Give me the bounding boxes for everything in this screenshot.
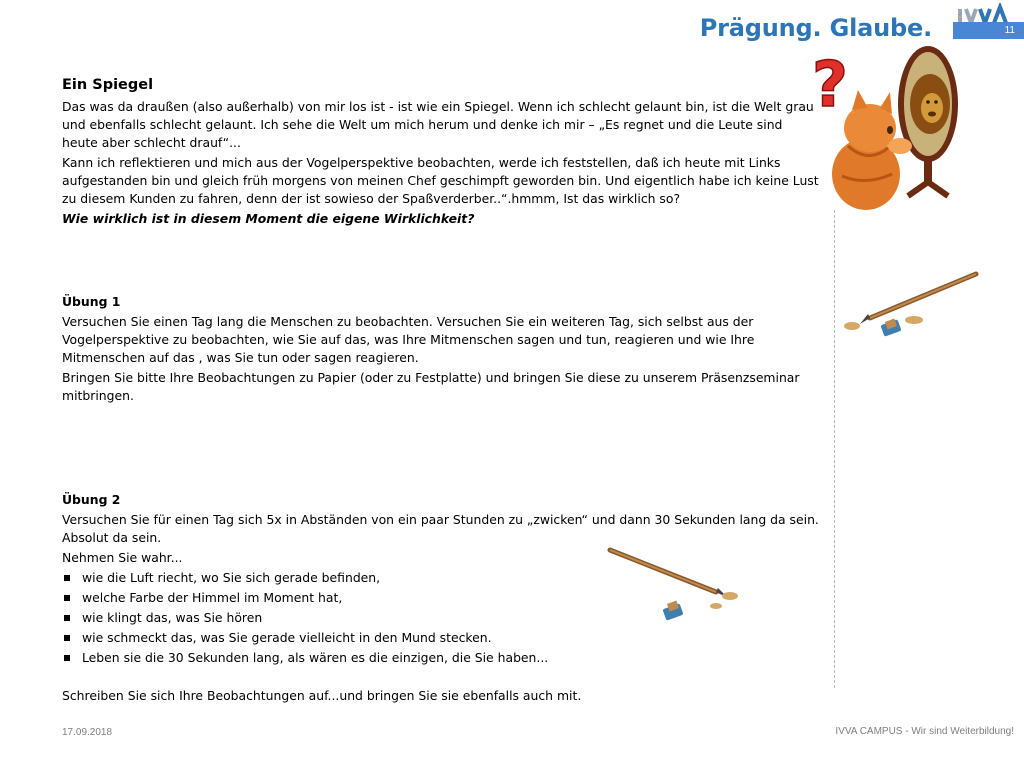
bullet-square-icon	[64, 635, 70, 641]
section-heading-spiegel: Ein Spiegel	[62, 77, 154, 93]
section-heading-uebung-1: Übung 1	[62, 294, 121, 309]
list-item: wie schmeckt das, was Sie gerade vielleicht in den Mund stecken.	[62, 629, 822, 647]
cat-mirror-lion-image	[808, 36, 968, 211]
bullet-square-icon	[64, 655, 70, 661]
paragraph: Nehmen Sie wahr...	[62, 550, 183, 565]
list-item: wie die Luft riecht, wo Sie sich gerade befinden,	[62, 569, 822, 587]
closing-paragraph: Schreiben Sie sich Ihre Beobachtungen auf...und bringen Sie sie ebenfalls auch mit.	[62, 688, 582, 703]
bullet-square-icon	[64, 595, 70, 601]
paragraph: Versuchen Sie einen Tag lang die Menschen zu beobachten. Versuchen Sie ein weiteren Tag, sich selbst aus der Vogelperspektive zu beobachten, wie Sie auf das, was Ihre Mitmenschen sagen und tun, reagieren und wie Ihre Mitmenschen auf das , was Sie tun oder sagen reagieren.	[62, 314, 755, 365]
reflection-question: Wie wirklich ist in diesem Moment die eigene Wirklichkeit?	[62, 211, 475, 226]
paragraph: Versuchen Sie für einen Tag sich 5x in Abständen von ein paar Stunden zu „zwicken“ und dann 30 Sekunden lang da sein. Absolut da sein.	[62, 512, 819, 545]
footer-date: 17.09.2018	[62, 727, 113, 738]
paragraph: Bringen Sie bitte Ihre Beobachtungen zu Papier (oder zu Festplatte) und bringen Sie diese zu unserem Präsenzseminar mitbringen.	[62, 370, 800, 403]
pencil-sharpener-image	[842, 268, 982, 348]
dashed-divider	[834, 210, 835, 688]
bullet-square-icon	[64, 575, 70, 581]
list-item: Leben sie die 30 Sekunden lang, als wären es die einzigen, die Sie haben...	[62, 649, 822, 667]
section-heading-uebung-2: Übung 2	[62, 492, 121, 507]
pencil-sharpener-image	[606, 544, 746, 626]
footer-tagline: IVVA CAMPUS - Wir sind Weiterbildung!	[835, 726, 1014, 737]
page-title: Prägung. Glaube.	[699, 14, 932, 42]
list-item: welche Farbe der Himmel im Moment hat,	[62, 589, 822, 607]
page-number-badge: 11	[953, 22, 1024, 39]
question-mark-icon: ?	[812, 48, 848, 121]
list-item: wie klingt das, was Sie hören	[62, 609, 822, 627]
paragraph: Das was da draußen (also außerhalb) von mir los ist - ist wie ein Spiegel. Wenn ich schlecht gelaunt bin, ist die Welt grau und ebenfalls schlecht gelaunt. Ich sehe die Welt um mich herum und denke ich mir – „Es regnet und die Leute sind heute aber schlecht drauf“...	[62, 99, 814, 150]
bullet-square-icon	[64, 615, 70, 621]
paragraph: Kann ich reflektieren und mich aus der Vogelperspektive beobachten, werde ich feststellen, daß ich heute mit Links aufgestanden bin und gleich früh morgens von meinen Chef geschimpft geworden bin. Und eigentlich habe ich keine Lust zu diesem Kunden zu fahren, denn der ist sowieso der Spaßverderber..“.hmmm, Ist das wirklich so?	[62, 155, 819, 206]
